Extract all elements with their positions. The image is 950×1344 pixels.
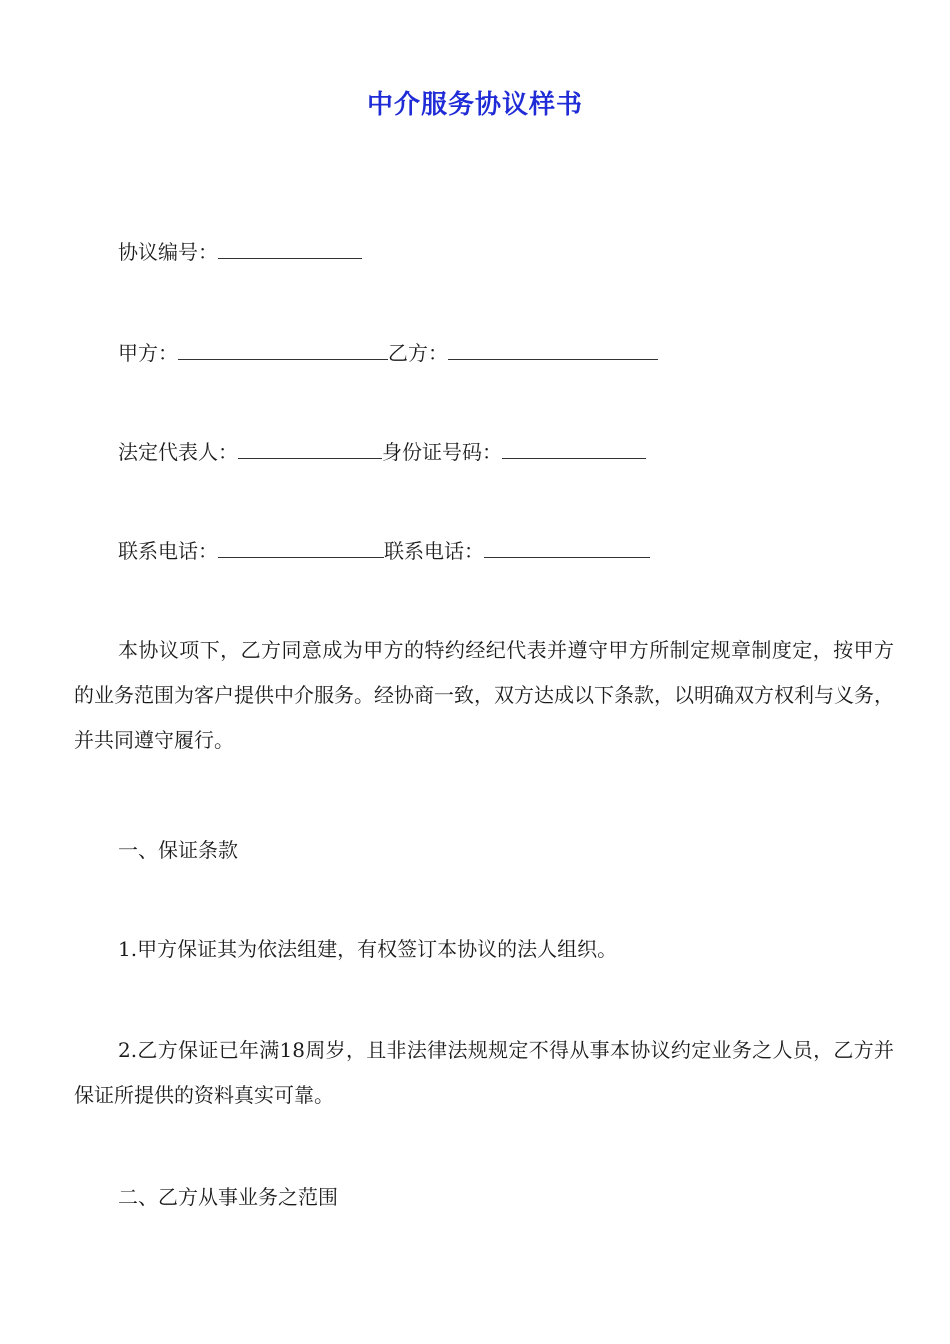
party-a-blank[interactable] [178, 341, 388, 360]
legal-representative-label: 法定代表人： [118, 440, 238, 464]
section-heading-scope: 二、乙方从事业务之范围 [118, 1185, 338, 1209]
document-title: 中介服务协议样书 [366, 90, 583, 120]
phone-b-label: 联系电话： [384, 539, 484, 563]
section-heading-guarantee: 一、保证条款 [118, 838, 238, 862]
representative-line [118, 440, 646, 464]
legal-representative-blank[interactable] [238, 440, 382, 459]
id-number-label: 身份证号码： [382, 440, 502, 464]
guarantee-item-1: 1.甲方保证其为依法组建，有权签订本协议的法人组织。 [118, 937, 618, 961]
party-b-blank[interactable] [448, 341, 658, 360]
phone-a-blank[interactable] [218, 539, 384, 558]
phone-b-blank[interactable] [484, 539, 650, 558]
party-b-label: 乙方： [388, 341, 448, 365]
agreement-number-label: 协议编号： [118, 240, 218, 264]
phone-line [118, 539, 650, 563]
parties-line [118, 341, 658, 365]
party-a-label: 甲方： [118, 341, 178, 365]
agreement-number-line [118, 240, 362, 264]
phone-a-label: 联系电话： [118, 539, 218, 563]
guarantee-item-2: 2.乙方保证已年满18周岁，且非法律法规规定不得从事本协议约定业务之人员，乙方并保证所提供的资料真实可靠。 [74, 1038, 894, 1107]
id-number-blank[interactable] [502, 440, 646, 459]
intro-paragraph: 本协议项下，乙方同意成为甲方的特约经纪代表并遵守甲方所制定规章制度定，按甲方的业务范围为客户提供中介服务。经协商一致，双方达成以下条款，以明确双方权利与义务，并共同遵守履行。 [74, 638, 894, 752]
agreement-number-blank[interactable] [218, 240, 362, 259]
